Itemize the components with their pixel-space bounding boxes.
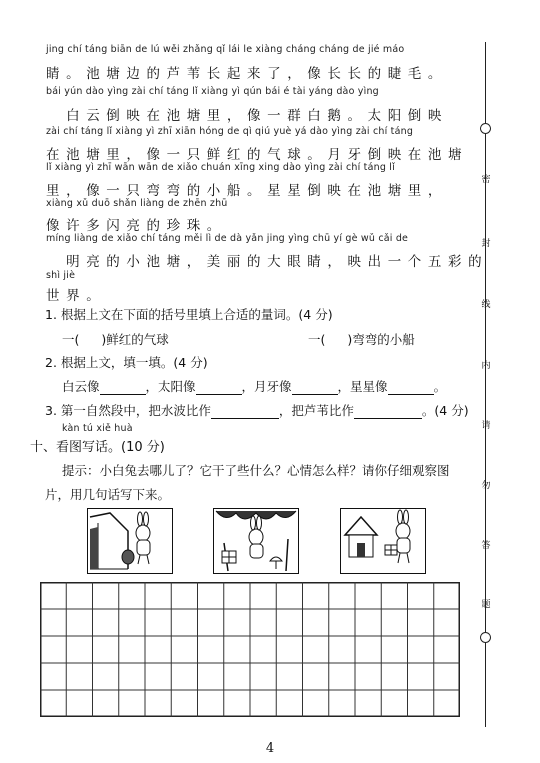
passage-line-6: 明亮的小池塘，美丽的大眼睛，映出一个五彩的: [46, 254, 489, 270]
margin-char-2: 封: [481, 239, 491, 249]
section10-prompt-1: 提示：小白兔去哪儿了？它干了些什么？心情怎么样？请你仔细观察图: [62, 463, 450, 478]
q1b-suffix: )弯弯的小船: [347, 332, 415, 347]
margin-char-8: 题: [481, 600, 491, 610]
margin-char-6: 勿: [481, 481, 491, 491]
page-number: 4: [265, 741, 275, 756]
q2-sun-blank[interactable]: [196, 382, 242, 395]
section10-pinyin: kàn tú xiě huà: [62, 423, 133, 434]
passage-line-1: 睛。池塘边的芦苇长起来了，像长长的睫毛。: [46, 66, 448, 82]
margin-char-3: 线: [481, 300, 491, 310]
picture-rabbit-leaving-house: [87, 508, 173, 574]
margin-char-5: 请: [481, 421, 491, 431]
question-2: 2. 根据上文，填一填。(4 分): [45, 355, 208, 370]
passage-line-4: 里，像一只弯弯的小船。星星倒映在池塘里，: [46, 183, 448, 199]
question-3: [45, 401, 469, 419]
q2-moon-label: ，月牙像: [241, 379, 292, 394]
passage-line-7: 世界。: [46, 288, 107, 304]
passage-line-5: 像许多闪亮的珍珠。: [46, 218, 227, 234]
pinyin-line-2: bái yún dào yìng zài chí táng lǐ xiàng yì qún bái é tài yáng dào yìng: [46, 86, 379, 97]
q2-end: 。: [433, 379, 447, 394]
section10-title: 十、看图写话。(10 分): [30, 440, 165, 455]
q3-middle: ，把芦苇比作: [278, 403, 354, 418]
q2-moon-blank[interactable]: [292, 382, 338, 395]
seal-circle-top: [480, 123, 491, 134]
margin-char-1: 密: [481, 175, 491, 185]
section10-prompt-2: 片，用几句话写下来。: [45, 487, 171, 502]
pinyin-line-6: míng liàng de xiǎo chí táng měi lì de dà yǎn jing yìng chū yí gè wǔ cǎi de: [46, 233, 409, 244]
pinyin-line-5: xiàng xǔ duō shǎn liàng de zhēn zhū: [46, 198, 228, 209]
question-1a: [62, 330, 169, 348]
question-2-fill: [62, 377, 446, 395]
pinyin-line-7: shì jiè: [46, 270, 76, 281]
pinyin-line-1: jing chí táng biān de lú wěi zhǎng qǐ lái le xiàng cháng cháng de jié máo: [46, 44, 405, 55]
q2-star-label: ，星星像: [337, 379, 388, 394]
pinyin-line-3: zài chí táng lǐ xiàng yì zhī xiān hóng de qì qiú yuè yá dào yìng zài chí táng: [46, 126, 414, 137]
q3-prefix: 3. 第一自然段中，把水波比作: [45, 403, 211, 418]
q2-star-blank[interactable]: [388, 382, 434, 395]
question-1b: [308, 330, 415, 348]
question-1: 1. 根据上文在下面的括号里填上合适的量词。(4 分): [45, 307, 333, 322]
picture-rabbit-picking-mushrooms: [213, 508, 299, 574]
q3-suffix: 。(4 分): [421, 403, 469, 418]
q2-cloud-blank[interactable]: [100, 382, 146, 395]
q3-wave-blank[interactable]: [211, 406, 279, 419]
seal-circle-bottom: [480, 632, 491, 643]
passage-line-2: 白云倒映在池塘里，像一群白鹅。太阳倒映: [46, 108, 448, 124]
q2-cloud-label: 白云像: [62, 379, 100, 394]
pinyin-line-4: lǐ xiàng yì zhī wān wān de xiǎo chuán xīng xing dào yìng zài chí táng lǐ: [46, 162, 395, 173]
writing-grid[interactable]: [40, 582, 460, 717]
picture-rabbit-going-home: [340, 508, 426, 574]
passage-line-3: 在池塘里，像一只鲜红的气球。月牙倒映在池塘: [46, 147, 469, 163]
q1b-prefix: 一(: [308, 332, 326, 347]
q3-reed-blank[interactable]: [354, 406, 422, 419]
margin-char-4: 内: [481, 361, 491, 371]
margin-char-7: 答: [481, 541, 491, 551]
q1a-suffix: )鲜红的气球: [101, 332, 169, 347]
q1a-prefix: 一(: [62, 332, 80, 347]
q2-sun-label: ，太阳像: [145, 379, 196, 394]
seal-line: [485, 42, 486, 727]
